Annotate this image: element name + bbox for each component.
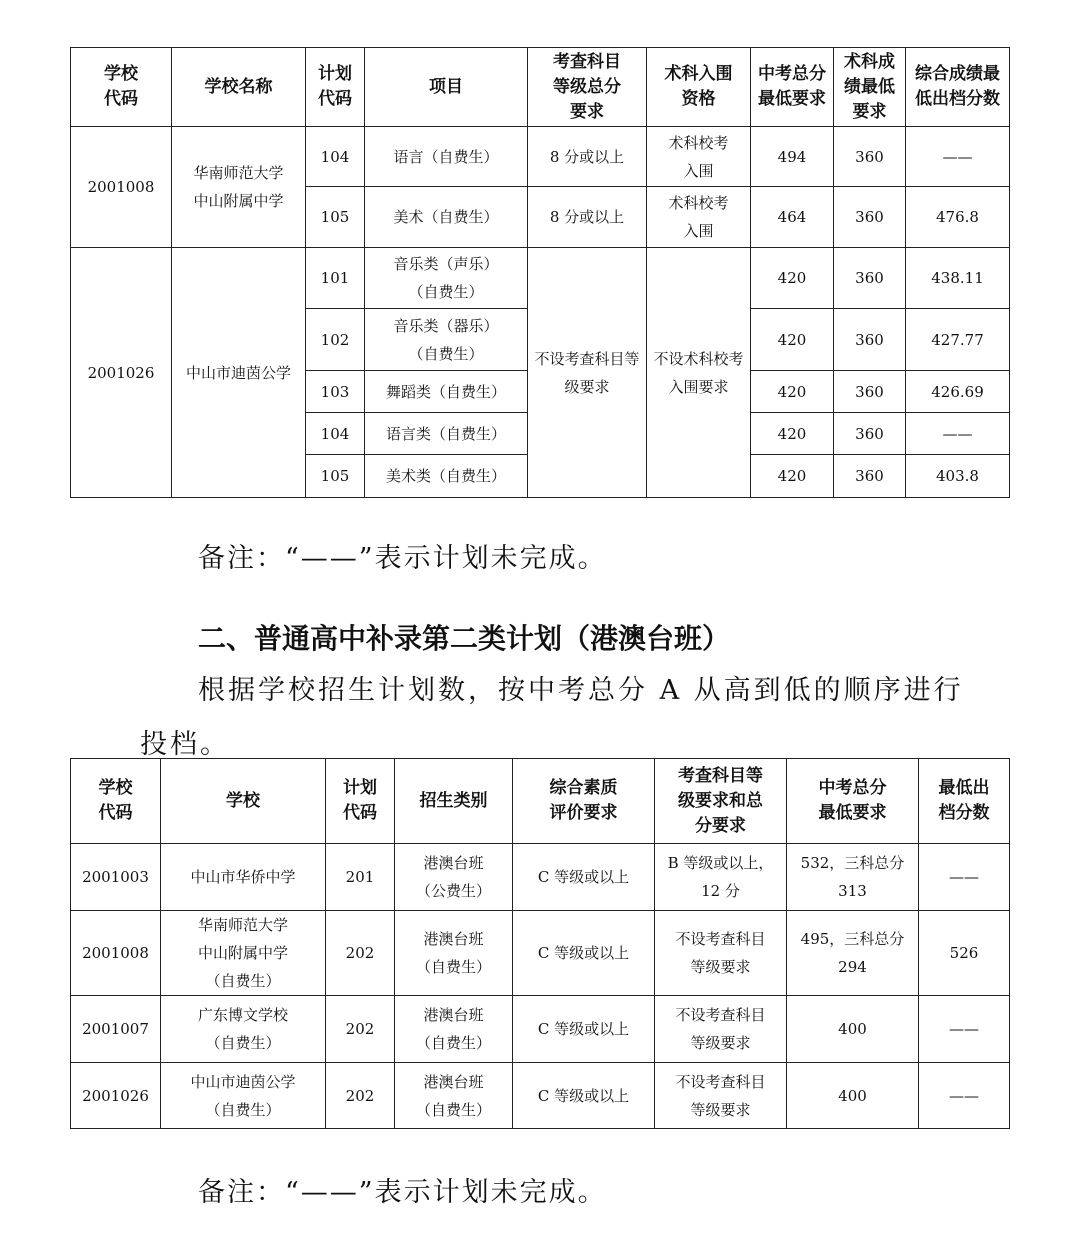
category: 港澳台班 （公费生） [395,844,513,911]
category: 港澳台班 （自费生） [395,1063,513,1129]
t1-header-item: 项目 [365,48,528,127]
min-total: 420 [751,413,834,455]
min-art: 360 [834,187,906,248]
plan-code: 105 [306,187,365,248]
evaluation: C 等级或以上 [513,911,655,996]
t1-header-min-art: 术科成 绩最低 要求 [834,48,906,127]
min-total: 532，三科总分 313 [787,844,919,911]
paragraph-line-1: 根据学校招生计划数，按中考总分 A 从高到低的顺序进行 [198,675,964,706]
min-score: —— [919,1063,1010,1129]
min-composite: 427.77 [906,309,1010,371]
evaluation: C 等级或以上 [513,844,655,911]
school-name: 中山市迪茵公学 [172,248,306,498]
t2-header-plan-code: 计划 代码 [326,759,395,844]
min-composite: 426.69 [906,371,1010,413]
min-art: 360 [834,413,906,455]
school-name: 华南师范大学 中山附属中学 [172,127,306,248]
table-row [71,844,1010,911]
item: 音乐类（器乐） （自费生） [365,309,528,371]
item: 舞蹈类（自费生） [365,371,528,413]
item: 音乐类（声乐） （自费生） [365,248,528,309]
min-art: 360 [834,127,906,187]
plan-code: 104 [306,127,365,187]
item: 语言类（自费生） [365,413,528,455]
exam-requirement: 不设考查科目等 级要求 [528,248,647,498]
t1-header-exam-requirement: 考查科目 等级总分 要求 [528,48,647,127]
table-row [71,127,1010,187]
t2-header-category: 招生类别 [395,759,513,844]
item: 美术（自费生） [365,187,528,248]
min-total: 420 [751,455,834,498]
school-code: 2001008 [71,127,172,248]
min-total: 420 [751,371,834,413]
table-row [71,911,1010,996]
t2-header-school: 学校 [161,759,326,844]
min-art: 360 [834,371,906,413]
school-code: 2001003 [71,844,161,911]
min-composite: —— [906,413,1010,455]
paragraph-line-2: 投档。 [140,729,230,760]
art-qualification: 不设术科校考 入围要求 [647,248,751,498]
t2-header-evaluation: 综合素质 评价要求 [513,759,655,844]
min-art: 360 [834,309,906,371]
plan-code: 103 [306,371,365,413]
min-total: 400 [787,1063,919,1129]
exam-requirement: 8 分或以上 [528,127,647,187]
table1-header-row [71,48,1010,127]
art-qualification: 术科校考 入围 [647,187,751,248]
school: 中山市迪茵公学 （自费生） [161,1063,326,1129]
min-score: —— [919,844,1010,911]
school-code: 2001007 [71,996,161,1063]
item: 美术类（自费生） [365,455,528,498]
min-score: 526 [919,911,1010,996]
t2-header-min-score: 最低出 档分数 [919,759,1010,844]
art-admission-table [70,47,1010,498]
plan-code: 101 [306,248,365,309]
min-total: 420 [751,248,834,309]
min-art: 360 [834,248,906,309]
exam-requirement: 不设考查科目 等级要求 [655,1063,787,1129]
art-qualification: 术科校考 入围 [647,127,751,187]
min-total: 495，三科总分 294 [787,911,919,996]
plan-code: 105 [306,455,365,498]
school: 中山市华侨中学 [161,844,326,911]
school: 华南师范大学 中山附属中学 （自费生） [161,911,326,996]
table-row [71,996,1010,1063]
school-code: 2001008 [71,911,161,996]
note-1: 备注：“——”表示计划未完成。 [198,543,607,574]
t1-header-plan-code: 计划 代码 [306,48,365,127]
t2-header-exam-requirement: 考查科目等 级要求和总 分要求 [655,759,787,844]
min-total: 464 [751,187,834,248]
min-composite: 403.8 [906,455,1010,498]
min-composite: —— [906,127,1010,187]
section-heading: 二、普通高中补录第二类计划（港澳台班） [198,622,731,655]
plan-code: 201 [326,844,395,911]
hkmt-class-table [70,758,1010,1129]
t1-header-school-name: 学校名称 [172,48,306,127]
note-2: 备注：“——”表示计划未完成。 [198,1177,607,1208]
exam-requirement: 不设考查科目 等级要求 [655,911,787,996]
min-art: 360 [834,455,906,498]
evaluation: C 等级或以上 [513,1063,655,1129]
t1-header-art-qualification: 术科入围 资格 [647,48,751,127]
table-row [71,248,1010,309]
plan-code: 202 [326,911,395,996]
exam-requirement: B 等级或以上， 12 分 [655,844,787,911]
t2-header-school-code: 学校 代码 [71,759,161,844]
table-row [71,1063,1010,1129]
min-composite: 476.8 [906,187,1010,248]
min-composite: 438.11 [906,248,1010,309]
t1-header-school-code: 学校 代码 [71,48,172,127]
item: 语言（自费生） [365,127,528,187]
table2-header-row [71,759,1010,844]
plan-code: 202 [326,1063,395,1129]
plan-code: 202 [326,996,395,1063]
t1-header-min-total: 中考总分 最低要求 [751,48,834,127]
min-score: —— [919,996,1010,1063]
evaluation: C 等级或以上 [513,996,655,1063]
exam-requirement: 不设考查科目 等级要求 [655,996,787,1063]
school: 广东博文学校 （自费生） [161,996,326,1063]
plan-code: 104 [306,413,365,455]
t2-header-min-total: 中考总分 最低要求 [787,759,919,844]
category: 港澳台班 （自费生） [395,996,513,1063]
category: 港澳台班 （自费生） [395,911,513,996]
t1-header-min-composite: 综合成绩最 低出档分数 [906,48,1010,127]
min-total: 494 [751,127,834,187]
plan-code: 102 [306,309,365,371]
school-code: 2001026 [71,248,172,498]
exam-requirement: 8 分或以上 [528,187,647,248]
min-total: 400 [787,996,919,1063]
min-total: 420 [751,309,834,371]
school-code: 2001026 [71,1063,161,1129]
